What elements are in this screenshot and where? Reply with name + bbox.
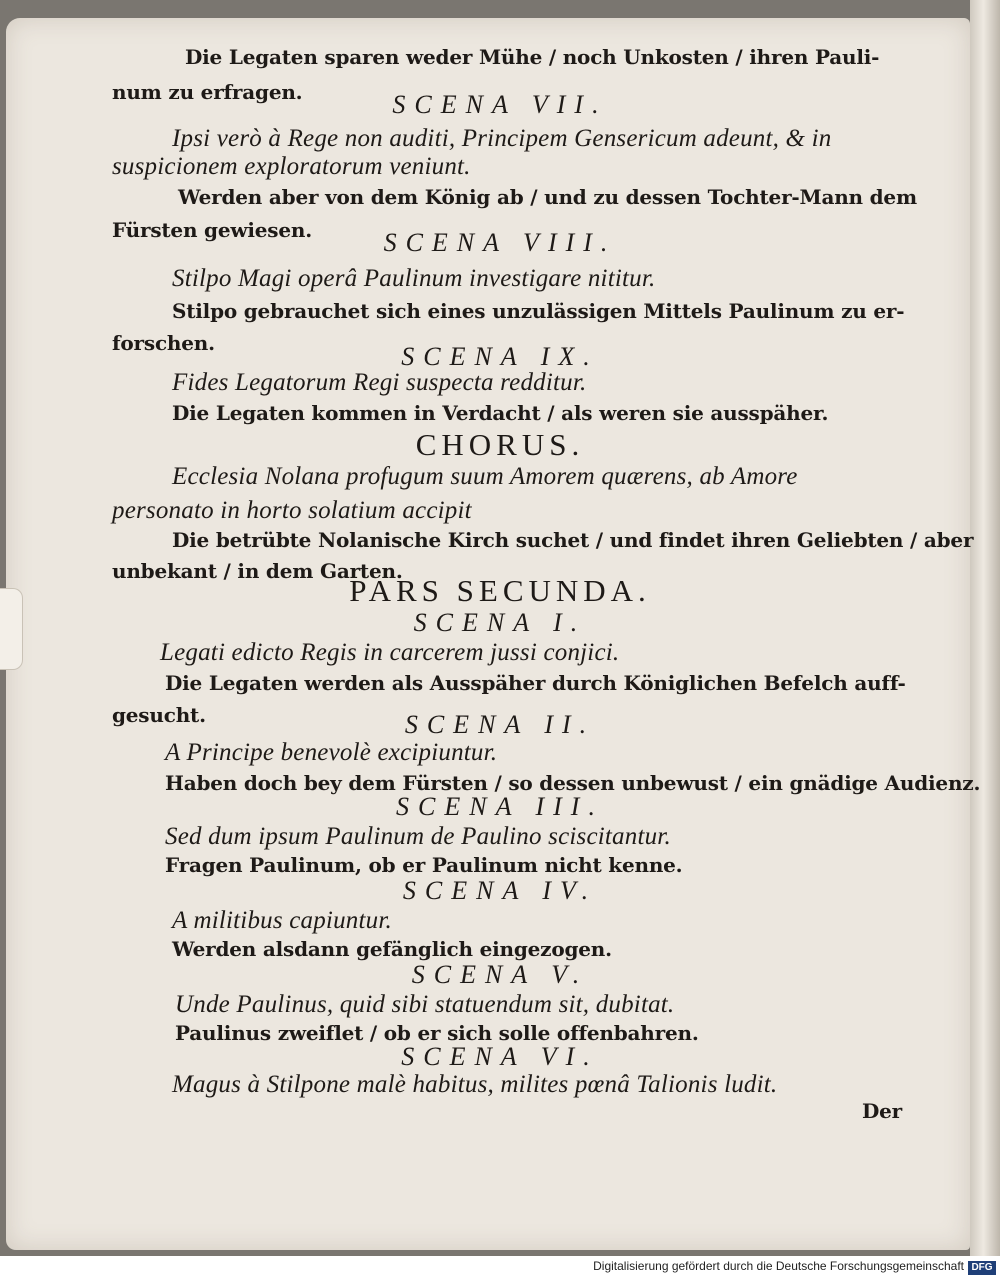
chorus-heading: CHORUS. (415, 427, 585, 462)
text-line: Stilpo Magi operâ Paulinum investigare nititur. (172, 265, 656, 292)
scene-heading: SCENA IX. (401, 342, 599, 371)
part-heading: PARS SECUNDA. (349, 573, 651, 608)
text-line: Unde Paulinus, quid sibi statuendum sit, dubitat. (175, 991, 675, 1018)
scene-heading: SCENA V. (411, 960, 589, 989)
text-line: Fides Legatorum Regi suspecta redditur. (172, 369, 587, 396)
text-line: Paulinus zweiflet / ob er sich solle offenbahren. (175, 1021, 699, 1045)
text-line: num zu erfragen. (112, 80, 303, 104)
scene-heading: SCENA I. (413, 608, 587, 637)
text-line: Legati edicto Regis in carcerem jussi conjici. (160, 639, 620, 666)
scene-heading: SCENA IV. (402, 876, 598, 905)
text-line: A Principe benevolè excipiuntur. (165, 739, 498, 766)
text-line: suspicionem exploratorum veniunt. (112, 153, 471, 180)
dfg-logo: DFG (968, 1261, 996, 1275)
scene-heading: SCENA VIII. (383, 228, 617, 257)
text-line: Die Legaten kommen in Verdacht / als weren sie ausspäher. (172, 401, 829, 425)
text-line: Haben doch bey dem Fürsten / so dessen unbewust / ein gnädige Audienz. (165, 771, 981, 795)
text-line: Magus à Stilpone malè habitus, milites pœnâ Talionis ludit. (172, 1071, 778, 1098)
text-line: gesucht. (112, 703, 206, 727)
text-line: Fragen Paulinum, ob er Paulinum nicht kenne. (165, 853, 683, 877)
digitization-footer (0, 1256, 1000, 1280)
text-line: unbekant / in dem Garten. (112, 559, 403, 583)
scene-heading: SCENA VII. (392, 90, 608, 119)
text-line: Sed dum ipsum Paulinum de Paulino sciscitantur. (165, 823, 671, 850)
catchword: Der (862, 1099, 903, 1123)
text-line: Die betrübte Nolanische Kirch suchet / und findet ihren Geliebten / aber (172, 528, 974, 552)
scene-heading: SCENA VI. (401, 1042, 599, 1071)
text-line: Ipsi verò à Rege non auditi, Principem Gensericum adeunt, & in (172, 125, 832, 152)
text-line: Die Legaten werden als Ausspäher durch Königlichen Befelch auff- (165, 671, 906, 695)
text-line: A militibus capiuntur. (172, 907, 392, 934)
text-line: Stilpo gebrauchet sich eines unzulässigen Mittels Paulinum zu er- (172, 299, 905, 323)
scene-heading: SCENA III. (396, 792, 604, 821)
text-line: Werden aber von dem König ab / und zu dessen Tochter-Mann dem (178, 185, 917, 209)
scene-heading: SCENA II. (404, 710, 596, 739)
text-line: personato in horto solatium accipit (112, 497, 472, 524)
footer-credit: Digitalisierung gefördert durch die Deutsche Forschungsgemeinschaft (593, 1259, 964, 1273)
text-line: forschen. (112, 331, 215, 355)
text-line: Ecclesia Nolana profugum suum Amorem quærens, ab Amore (172, 463, 798, 490)
text-line: Fürsten gewiesen. (112, 218, 312, 242)
text-line: Werden alsdann gefänglich eingezogen. (172, 937, 612, 961)
text-line: Die Legaten sparen weder Mühe / noch Unkosten / ihren Pauli- (185, 45, 880, 69)
